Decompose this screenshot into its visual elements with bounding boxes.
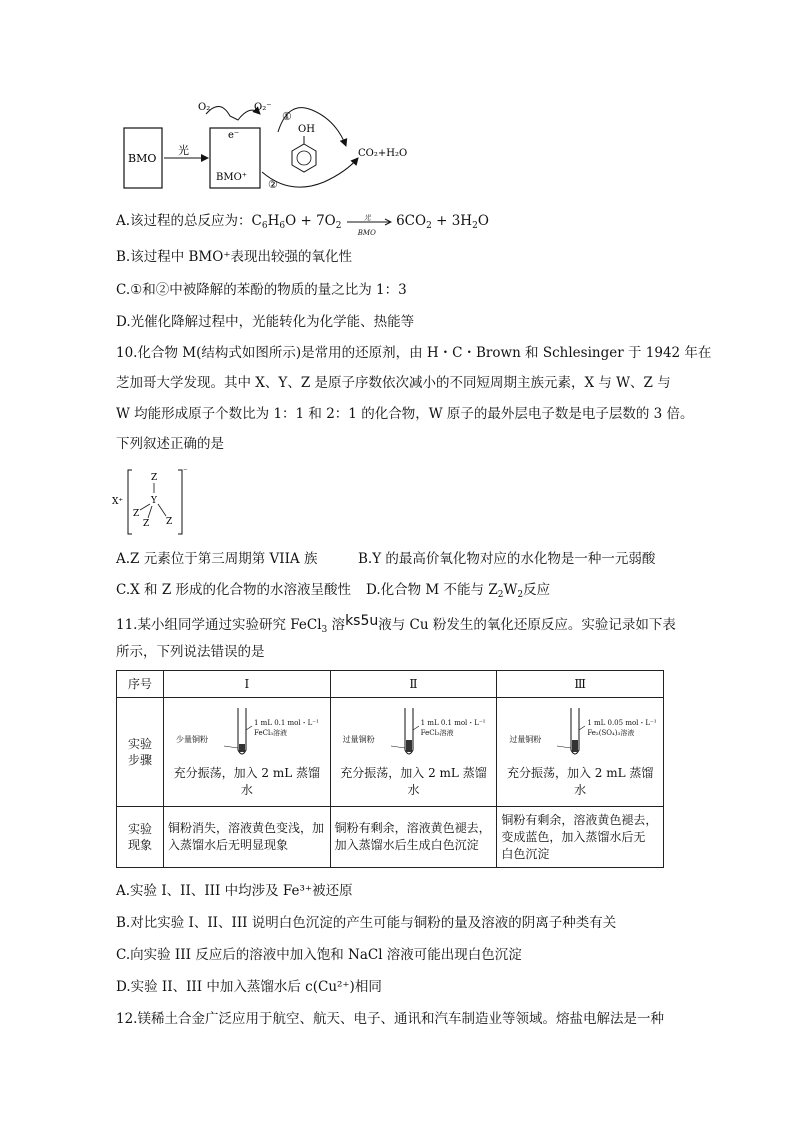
ks5u-watermark: ks5u (345, 613, 379, 629)
test-tube-2: 过量铜粉 1 mL 0.1 mol・L⁻¹ FeCl₃溶液 (335, 706, 493, 762)
obs-cell-2: 铜粉有剩余，溶液黄色褪去， 加入蒸馏水后生成白色沉淀 (330, 807, 497, 868)
q10-line-3: W 均能形成原子个数比为 1：1 和 2：1 的化合物，W 原子的最外层电子数是电子层数的 3 倍。 (116, 406, 694, 422)
header-col-1: Ⅰ (164, 671, 331, 698)
light-label: 光 (178, 144, 189, 157)
q10-option-b: B.Y 的最高价氧化物对应的水化物是一种一元弱酸 (358, 551, 656, 567)
atom-z-right: Z (166, 517, 173, 527)
o2-minus-label: O₂⁻ (254, 102, 272, 113)
test-tube-3: 过量铜粉 1 mL 0.05 mol・L⁻¹ Fe₂(SO₄)₃溶液 (501, 706, 659, 762)
q11-option-b: B.对比实验 I、II、III 说明白色沉淀的产生可能与铜粉的量及溶液的阴离子种类有关 (116, 915, 617, 931)
step-cell-2 (330, 698, 497, 807)
header-col-2: Ⅱ (330, 671, 497, 698)
bmo-label: BMO (128, 152, 157, 165)
q10-option-c: C.X 和 Z 形成的化合物的水溶液呈酸性 (116, 582, 352, 598)
atom-z-top: Z (151, 473, 158, 483)
q9-option-d: D.光催化降解过程中，光能转化为化学能、热能等 (116, 314, 415, 330)
reaction-arrow: 光 BMO (346, 212, 392, 232)
o2-label: O₂ (198, 102, 211, 113)
anion-charge: ⁻ (183, 467, 188, 477)
test-tube-1: 少量铜粉 1 mL 0.1 mol・L⁻¹ FeCl₃溶液 (168, 706, 326, 762)
compound-m-structure (112, 466, 192, 538)
experiment-table (116, 670, 664, 868)
q10-option-a: A.Z 元素位于第三周期第 VIIA 族 (116, 551, 318, 567)
circle-1-label: ① (282, 110, 292, 123)
step-text-3: 充分振荡，加入 2 mL 蒸馏水 (506, 766, 654, 797)
header-seq: 序号 (117, 671, 164, 698)
step-cell-3 (497, 698, 664, 807)
q12-line-1: 12.镁稀土合金广泛应用于航空、航天、电子、通讯和汽车制造业等领域。熔盐电解法是一种 (116, 1011, 664, 1027)
header-col-3: Ⅲ (497, 671, 664, 698)
q11-option-d: D.实验 II、III 中加入蒸馏水后 c(Cu²⁺)相同 (116, 979, 382, 995)
atom-z-left: Z (133, 509, 140, 519)
atom-z-bottom: Z (143, 519, 150, 529)
obs-cell-3: 铜粉有剩余，溶液黄色褪去， 变成蓝色，加入蒸馏水后无 白色沉淀 (497, 807, 664, 868)
q9-option-a: A.该过程的总反应为：$C_6H_6O + 7O_2$ 光 BMO $6CO_2 + 3H_2O$ (116, 213, 489, 237)
products-label: CO₂+H₂O (358, 148, 408, 159)
cation-x: X⁺ (112, 497, 124, 507)
q11-option-c: C.向实验 III 反应后的溶液中加入饱和 NaCl 溶液可能出现白色沉淀 (116, 947, 522, 963)
obs-label: 实验 现象 (117, 807, 164, 868)
obs-cell-1: 铜粉消失，溶液黄色变浅，加 入蒸馏水后无明显现象 (164, 807, 331, 868)
step-text-1: 充分振荡，加入 2 mL 蒸馏水 (173, 766, 321, 797)
atom-y: Y (151, 496, 157, 506)
step-label: 实验 步骤 (117, 698, 164, 807)
q11-line-2: 所示，下列说法错误的是 (116, 644, 265, 660)
q10-option-d: D.化合物 M 不能与 $Z_2W_2$反应 (366, 582, 551, 600)
step-text-2: 充分振荡，加入 2 mL 蒸馏水 (340, 766, 487, 797)
oh-label: OH (298, 124, 315, 135)
q10-line-1: 10.化合物 M(结构式如图所示)是常用的还原剂，由 H・C・Brown 和 Schlesinger 于 1942 年在 (116, 345, 712, 361)
q11-option-a: A.实验 I、II、III 中均涉及 Fe³⁺被还原 (116, 883, 353, 899)
e-minus-label: e⁻ (228, 130, 240, 141)
step-cell-1 (164, 698, 331, 807)
benzene-ring (292, 144, 316, 172)
bmo-plus-label: BMO⁺ (216, 172, 248, 183)
bmo-photocatalysis-figure (110, 92, 430, 198)
q11-line-1: 11.某小组同学通过实验研究 FeCl$_3$ 溶ks5u液与 Cu 粉发生的氧化还原反应。实验记录如下表 (116, 613, 676, 635)
circle-2-label: ② (268, 178, 278, 191)
q9-option-c: C.①和②中被降解的苯酚的物质的量之比为 1：3 (116, 282, 407, 298)
q10-line-2: 芝加哥大学发现。其中 X、Y、Z 是原子序数依次减小的不同短周期主族元素，X 与 W、Z 与 (116, 375, 671, 391)
q9-option-b: B.该过程中 BMO⁺表现出较强的氧化性 (116, 249, 352, 265)
q10-line-4: 下列叙述正确的是 (116, 436, 224, 452)
